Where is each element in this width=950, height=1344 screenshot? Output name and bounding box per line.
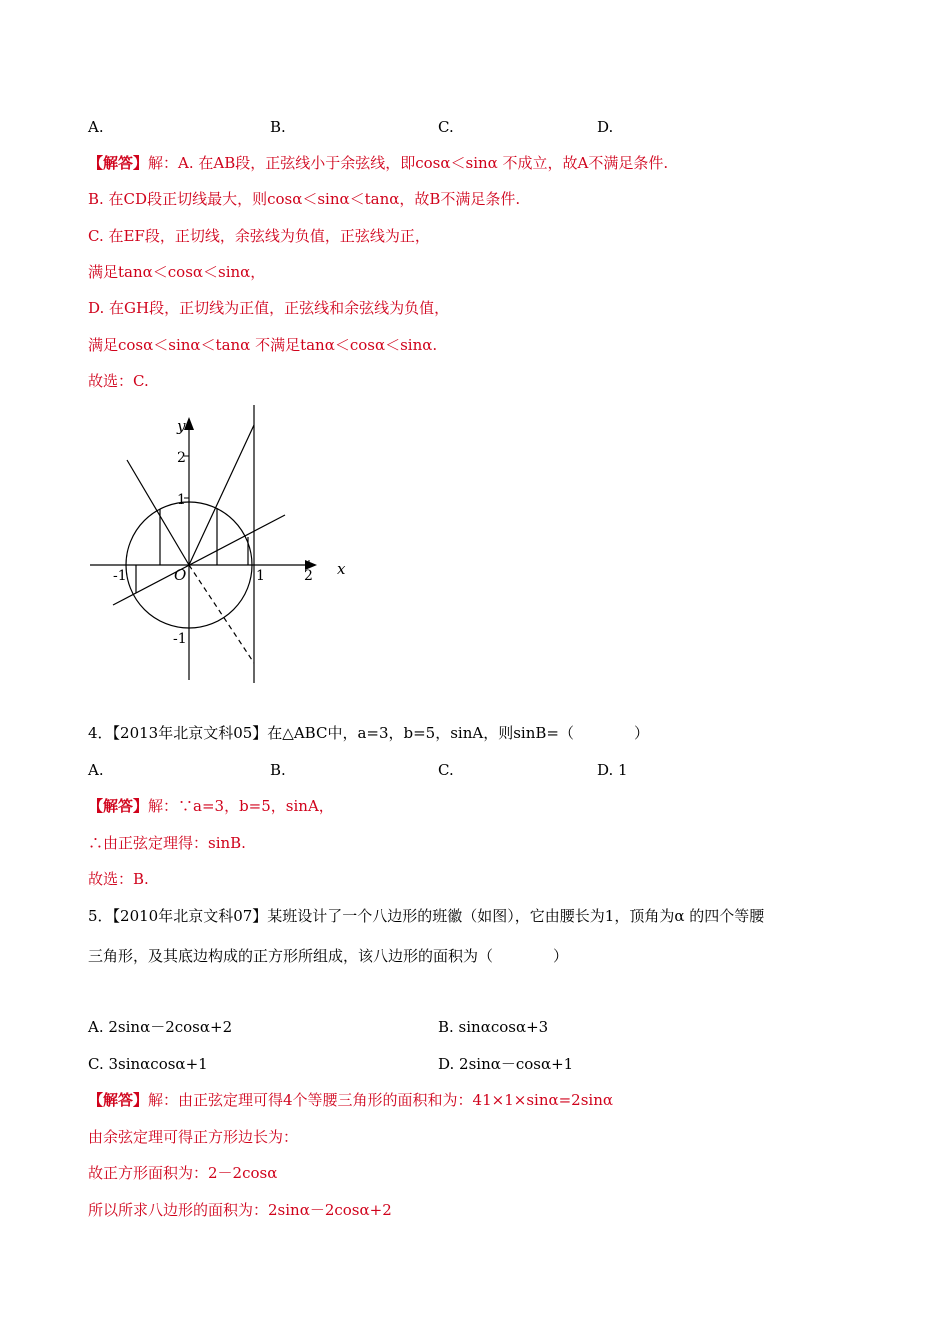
q4-option-c: C.: [438, 761, 454, 779]
answer-tag: 【解答】: [88, 797, 149, 815]
ray-shallow: [113, 515, 285, 605]
answer-text: 解：由正弦定理可得4个等腰三角形的面积和为：41×1×sinα=2sinα: [148, 1091, 614, 1109]
tick-label-x-neg1: -1: [113, 568, 127, 584]
q5-answer-line-4: 所以所求八边形的面积为：2sinα－2cosα+2: [88, 1201, 392, 1219]
ray-dashed: [189, 565, 254, 663]
answer-tag: 【解答】: [88, 154, 149, 172]
axis-label-y: y: [177, 417, 186, 435]
origin-label: O: [174, 566, 187, 584]
ray-steep: [189, 425, 254, 565]
q4-conclusion: 故选：B.: [88, 870, 149, 888]
tick-label-x-2: 2: [304, 568, 313, 584]
tick-label-y-neg1: -1: [173, 631, 187, 647]
q3-answer-line-2: B. 在CD段正切线最大，则cosα＜sinα＜tanα，故B不满足条件.: [88, 190, 521, 208]
q4-option-d: D. 1: [597, 761, 628, 779]
q5-answer-line-2: 由余弦定理可得正方形边长为：: [88, 1128, 299, 1146]
q3-answer-line-5: D. 在GH段，正切线为正值，正弦线和余弦线为负值，: [88, 299, 450, 317]
q3-answer-line-1: [88, 153, 668, 173]
q4-answer-line-2: ∴由正弦定理得：sinB.: [88, 834, 246, 852]
q3-answer-line-3: C. 在EF段，正切线，余弦线为负值，正弦线为正，: [88, 227, 430, 245]
unit-circle-figure: [85, 405, 360, 685]
q3-option-b: B.: [270, 118, 286, 136]
q5-answer-line-1: [88, 1090, 613, 1110]
q4-stem: 4．【2013年北京文科05】在△ABC中，a=3，b=5，sinA，则sinB=（ ）: [88, 724, 649, 742]
q4-option-a: A.: [88, 761, 104, 779]
q4-option-b: B.: [270, 761, 286, 779]
q3-option-c: C.: [438, 118, 454, 136]
q5-option-b: B. sinαcosα+3: [438, 1018, 549, 1036]
ray-upper-left: [127, 460, 189, 565]
q5-option-d: D. 2sinα－cosα+1: [438, 1055, 574, 1073]
q3-conclusion: 故选：C.: [88, 372, 149, 390]
q5-stem-line-2: 三角形，及其底边构成的正方形所组成，该八边形的面积为（ ）: [88, 947, 569, 965]
answer-tag: 【解答】: [88, 1091, 149, 1109]
y-axis-arrow: [184, 417, 194, 430]
q4-answer-line-1: [88, 796, 334, 816]
answer-text: 解：∵a=3，b=5，sinA，: [148, 797, 334, 815]
q3-option-a: A.: [88, 118, 104, 136]
q5-answer-line-3: 故正方形面积为：2－2cosα: [88, 1164, 278, 1182]
tick-label-y-1: 1: [177, 492, 186, 508]
q3-answer-line-4: 满足tanα＜cosα＜sinα，: [88, 263, 266, 281]
q3-option-d: D.: [597, 118, 614, 136]
axis-label-x: x: [337, 560, 346, 578]
q5-option-a: A. 2sinα－2cosα+2: [88, 1018, 233, 1036]
answer-text: 解：A. 在AB段，正弦线小于余弦线，即cosα＜sinα 不成立，故A不满足条件.: [148, 154, 669, 172]
q3-answer-line-6: 满足cosα＜sinα＜tanα 不满足tanα＜cosα＜sinα.: [88, 336, 438, 354]
tick-label-x-1: 1: [256, 568, 265, 584]
tick-label-y-2: 2: [177, 450, 186, 466]
q5-stem-line-1: 5．【2010年北京文科07】某班设计了一个八边形的班徽（如图），它由腰长为1，顶角为α 的四个等腰: [88, 907, 765, 925]
q5-option-c: C. 3sinαcosα+1: [88, 1055, 208, 1073]
